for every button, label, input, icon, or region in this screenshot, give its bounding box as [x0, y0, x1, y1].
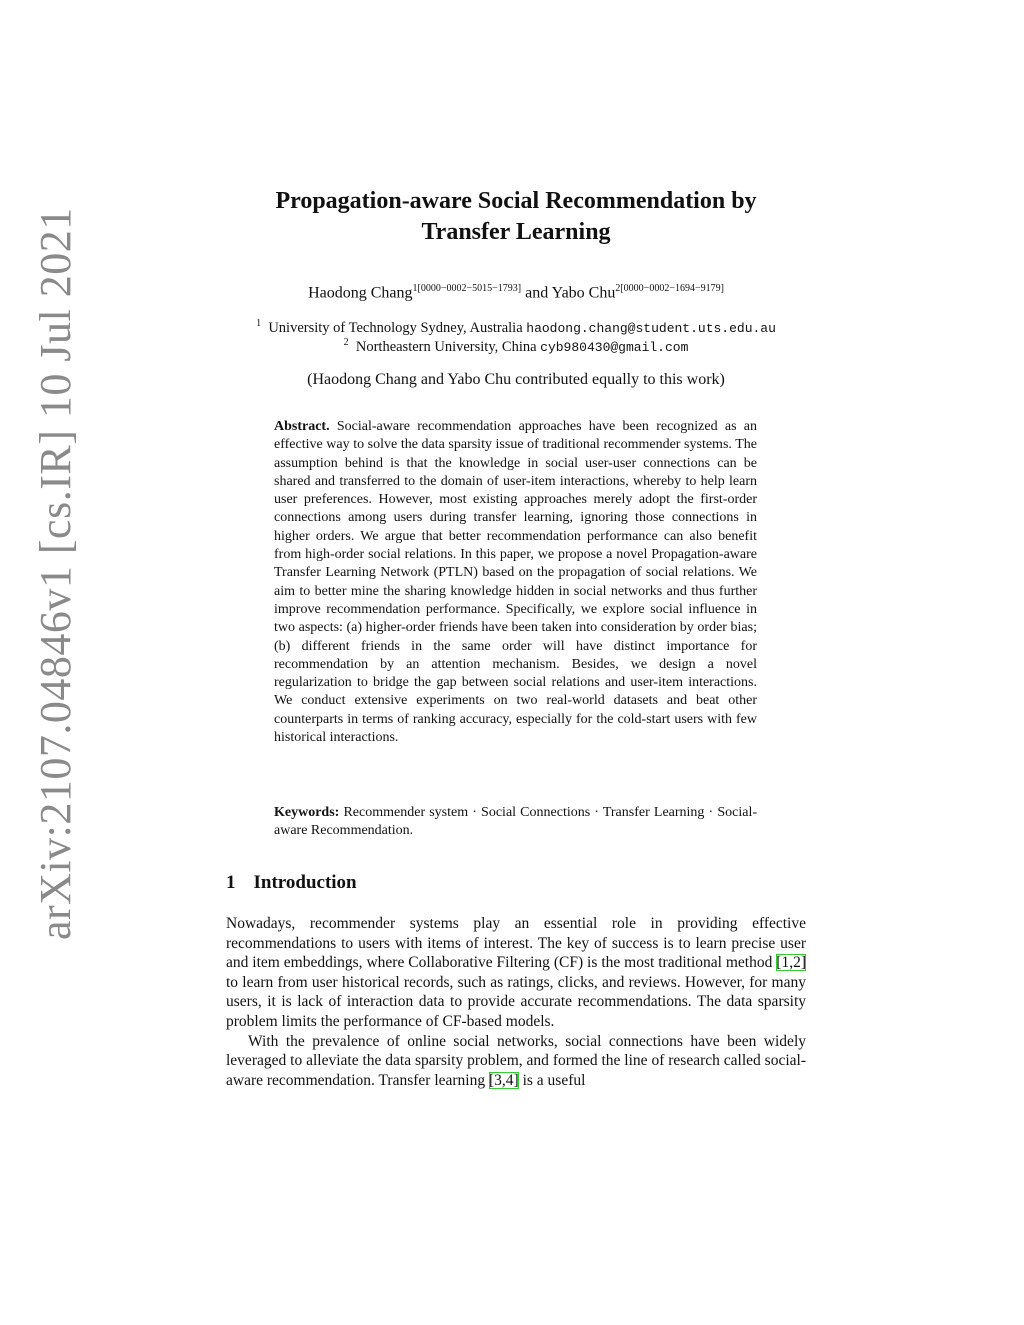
- intro-p2-text-a: With the prevalence of online social networks, social connections have been widely leveraged to alleviate the data sparsity problem, and formed the line of research called social-aware recommendation. Transfer learning: [226, 1032, 806, 1089]
- title-line-2: Transfer Learning: [421, 219, 611, 245]
- affiliation-2-text: Northeastern University, China: [355, 338, 541, 355]
- author-2-name: Yabo Chu: [551, 284, 616, 302]
- intro-paragraph-1: [226, 914, 806, 1032]
- intro-p1-text-a: Nowadays, recommender systems play an essential role in providing effective recommendations to users with items of interest. The key of success is to learn precise user and item embeddings, where Collaborative Filtering (CF) is the most traditional method: [226, 915, 806, 972]
- author-2-orcid: 2[0000−0002−1694−9179]: [615, 283, 724, 294]
- introduction-body: [226, 914, 806, 1090]
- citation-link-1-2[interactable]: [1,2]: [776, 954, 806, 972]
- affiliation-1: [226, 318, 806, 337]
- abstract-text: Social-aware recommendation approaches have been recognized as an effective way to solve the data sparsity issue of traditional recommender systems. The assumption behind is that the knowledge in social user-user connections can be shared and transferred to the domain of user-item interactions, whereby to help learn user preferences. However, most existing approaches merely adopt the first-order connections among users during transfer learning, ignoring those connections in higher orders. We argue that better recommendation performance can also benefit from high-order social relations. In this paper, we propose a novel Propagation-aware Transfer Learning Network (PTLN) based on the propagation of social relations. We aim to better mine the sharing knowledge hidden in social networks and thus further improve recommendation performance. Specifically, we explore social influence in two aspects: (a) higher-order friends have been taken into consideration by order bias; (b) different friends in the same order will have distinct importance for recommendation by an attention mechanism. Besides, we design a novel regularization to bridge the gap between social relations and user-item interactions. We conduct extensive experiments on two real-world datasets and beat other counterparts in terms of ranking accuracy, especially for the cold-start users with few historical interactions.: [274, 419, 758, 746]
- arxiv-identifier: arXiv:2107.04846v1 [cs.IR] 10 Jul 2021: [31, 207, 80, 940]
- intro-p1-text-b: to learn from user historical records, such as ratings, clicks, and reviews. However, for many users, it is lack of interaction data to provide accurate recommendations. The data sparsity problem limits the performance of CF-based models.: [226, 973, 806, 1030]
- abstract-label: Abstract.: [274, 419, 330, 434]
- affiliation-2-email[interactable]: cyb980430@gmail.com: [540, 339, 689, 355]
- keywords-label: Keywords:: [274, 805, 340, 820]
- intro-p2-text-b: is a useful: [518, 1071, 586, 1089]
- intro-paragraph-2: [226, 1032, 806, 1091]
- section-title: Introduction: [253, 872, 357, 893]
- author-conjunction: and: [521, 284, 552, 302]
- abstract: [274, 418, 757, 747]
- affiliation-2-number: 2: [343, 337, 349, 348]
- citation-link-3-4[interactable]: [3,4]: [488, 1071, 519, 1089]
- author-1-name: Haodong Chang: [308, 284, 413, 302]
- section-number: 1: [226, 872, 236, 893]
- title-line-1: Propagation-aware Social Recommendation by: [275, 188, 757, 214]
- affiliation-1-email[interactable]: haodong.chang@student.uts.edu.au: [526, 320, 776, 336]
- keywords-text: Recommender system · Social Connections · Transfer Learning · Social-aware Recommendation.: [274, 805, 758, 839]
- contribution-note: (Haodong Chang and Yabo Chu contributed equally to this work): [307, 371, 725, 388]
- affiliation-1-text: University of Technology Sydney, Australia: [268, 319, 527, 336]
- keywords: [274, 804, 757, 841]
- author-1-orcid: 1[0000−0002−5015−1793]: [412, 283, 522, 294]
- affiliation-1-number: 1: [256, 318, 262, 329]
- affiliation-2: [226, 337, 806, 356]
- paper-title: [226, 186, 806, 248]
- author-list: [226, 283, 806, 302]
- section-heading: [226, 872, 357, 894]
